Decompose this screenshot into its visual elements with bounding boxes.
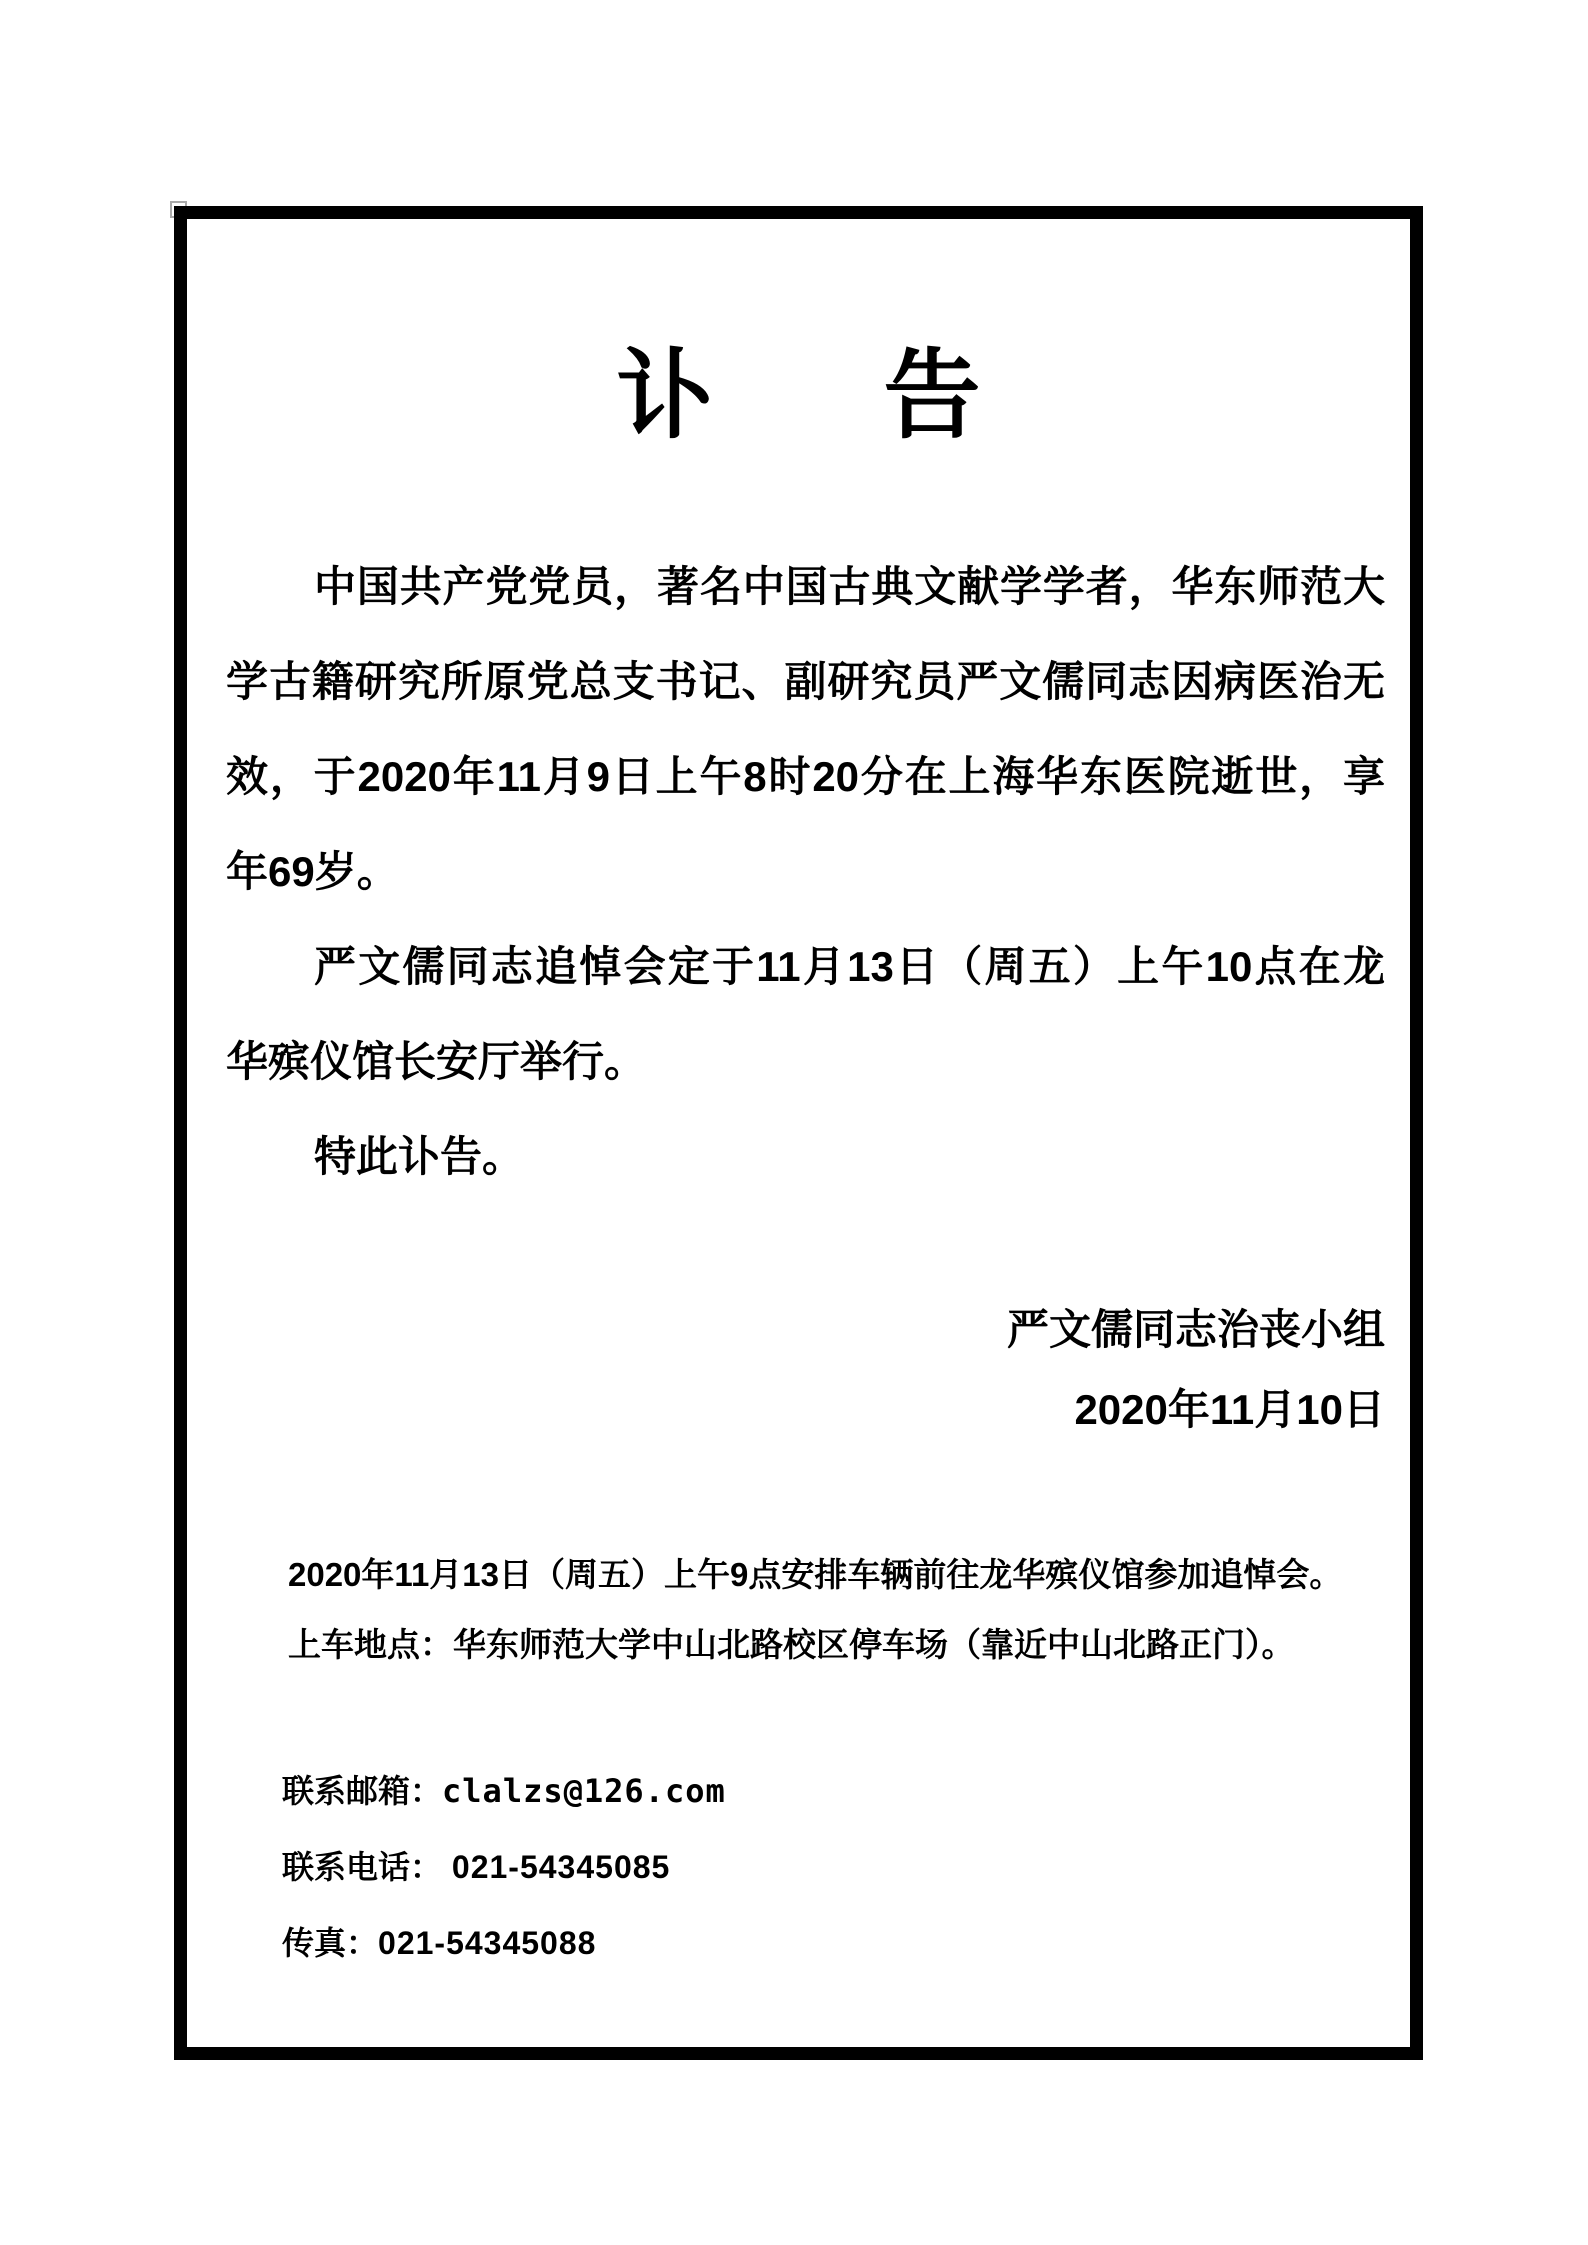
body-line: 华殡仪馆长安厅举行。 — [226, 1038, 647, 1085]
body-line: 中国共产党党员，著名中国古典文献学学者，华东师范大 — [314, 563, 1385, 610]
signature-block — [1007, 1290, 1385, 1450]
arrangement-notes — [288, 1540, 1390, 1680]
body-line: 学古籍研究所原党总支书记、副研究员严文儒同志因病医治无 — [226, 658, 1385, 705]
body-line: 严文儒同志追悼会定于11月13日（周五）上午10点在龙 — [314, 943, 1385, 990]
body-line: 特此讣告。 — [314, 1133, 525, 1180]
contact-fax-label: 传真： — [282, 1925, 379, 1961]
signature-group: 严文儒同志治丧小组 — [1006, 1306, 1385, 1353]
note-pickup-location: 上车地点：华东师范大学中山北路校区停车场（靠近中山北路正门）。 — [288, 1626, 1295, 1663]
contact-phone-value: 021-54345085 — [442, 1849, 671, 1885]
contact-phone-row — [282, 1829, 1390, 1905]
document-border-frame — [174, 206, 1423, 2060]
title-char-gao: 告 — [883, 341, 981, 450]
note-transport: 2020年11月13日（周五）上午9点安排车辆前往龙华殡仪馆参加追悼会。 — [288, 1556, 1343, 1593]
page-title — [187, 341, 1410, 450]
body-line: 效，于2020年11月9日上午8时20分在上海华东医院逝世，享 — [226, 753, 1385, 800]
contact-fax-row — [282, 1905, 1390, 1981]
contact-phone-label: 联系电话： — [282, 1849, 443, 1885]
body-line: 年69岁。 — [226, 848, 399, 895]
contact-email-row — [282, 1753, 1390, 1829]
contact-email-value: clalzs@126.com — [442, 1772, 726, 1810]
contact-email-label: 联系邮箱： — [282, 1773, 443, 1809]
title-char-fu: 讣 — [616, 341, 714, 450]
obituary-body — [226, 539, 1385, 1204]
contact-info — [282, 1753, 1390, 1981]
signature-date: 2020年11月10日 — [1074, 1386, 1385, 1433]
contact-fax-value: 021-54345088 — [378, 1925, 597, 1961]
